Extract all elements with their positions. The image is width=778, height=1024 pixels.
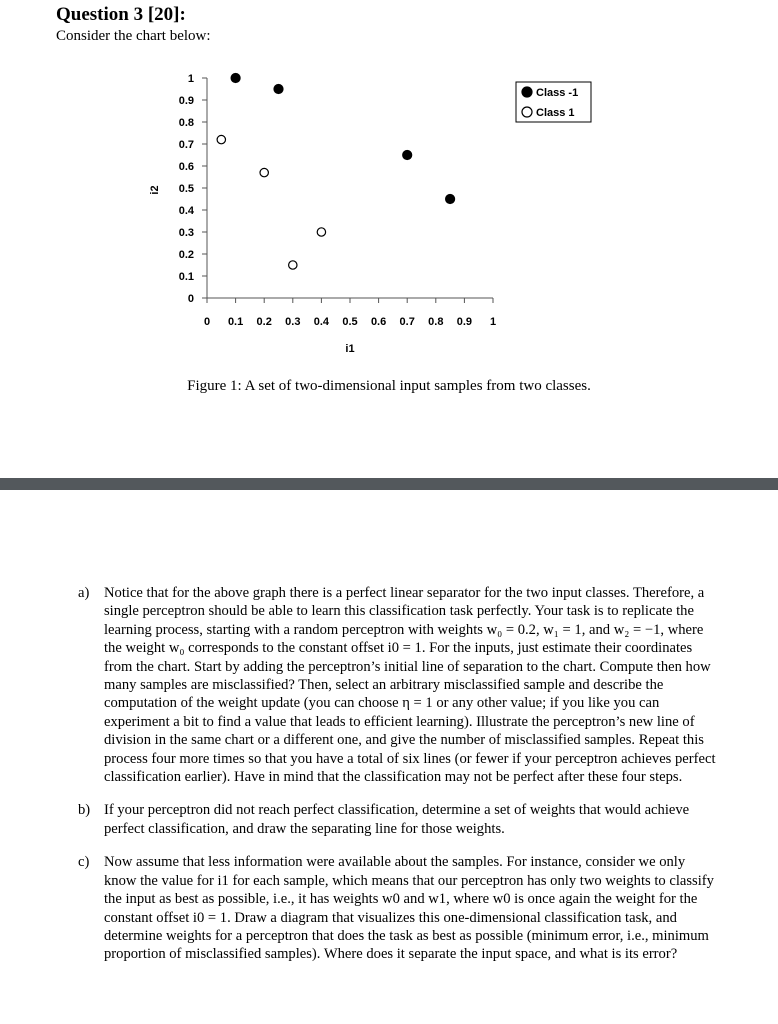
legend-label: Class 1 <box>536 107 575 119</box>
task-text: If your perceptron did not reach perfect classification, determine a set of weights that would achieve perfect classification, and draw the separating line for those weights. <box>104 802 690 837</box>
y-tick-label: 0.7 <box>178 139 194 151</box>
y-tick-label: 0.4 <box>178 205 194 217</box>
x-tick-label: 0.6 <box>370 316 387 328</box>
task-item <box>78 801 718 838</box>
x-tick-label: 1 <box>489 316 497 328</box>
task-list <box>78 584 718 979</box>
x-tick-label: 0.9 <box>456 316 473 328</box>
task-label: c) <box>78 854 90 871</box>
question-title: Question 3 [20]: <box>56 4 186 25</box>
y-tick-label: 0.5 <box>178 183 194 195</box>
x-tick-label: 0.1 <box>227 316 244 328</box>
y-tick-label: 0.2 <box>178 249 194 261</box>
task-text: Now assume that less information were available about the samples. For instance, consider we only know the value for i1 for each sample, which means that our perceptron has only two weights to classify the input as best as possible, i.e., it has weights w0 and w1, where w0 is once again the weight for the constant offset i0 = 1. Draw a diagram that visualizes this one-dimensional classification task, and determine weights for a perceptron that does the task as best as possible (minimum error, i.e., minimum proportion of misclassified samples). Where does it separate the input space, and what is its error? <box>104 854 714 963</box>
task-item <box>78 584 718 786</box>
legend-marker <box>522 107 532 117</box>
point-class-neg1 <box>446 194 455 203</box>
y-tick-label: 0.3 <box>178 227 194 239</box>
point-class-neg1 <box>274 84 283 93</box>
task-label: b) <box>78 802 91 819</box>
x-tick-label: 0.8 <box>428 316 444 328</box>
x-tick-label: 0.7 <box>399 316 415 328</box>
x-tick-label: 0.3 <box>285 316 301 328</box>
point-class-1 <box>289 261 297 269</box>
task-item <box>78 853 718 963</box>
x-tick-label: 0.5 <box>342 316 358 328</box>
scatter-chart <box>0 0 778 400</box>
y-tick-label: 0.1 <box>178 271 194 283</box>
figure-caption: Figure 1: A set of two-dimensional input samples from two classes. <box>187 378 591 394</box>
point-class-1 <box>217 135 225 143</box>
x-tick-label: 0 <box>203 316 211 328</box>
y-axis-label: i2 <box>149 185 161 195</box>
y-tick-label: 0 <box>187 293 194 305</box>
y-axis-ticks <box>179 73 207 305</box>
y-tick-label: 1 <box>187 73 194 85</box>
legend-label: Class -1 <box>536 87 579 99</box>
legend-marker <box>522 87 532 97</box>
y-tick-label: 0.9 <box>178 95 194 107</box>
point-class-1 <box>317 228 325 236</box>
point-class-1 <box>260 168 268 176</box>
point-class-neg1 <box>403 150 412 159</box>
page-divider <box>0 478 778 490</box>
point-class-neg1 <box>231 73 240 82</box>
x-axis-label: i1 <box>345 343 355 355</box>
data-points <box>217 73 455 269</box>
task-label: a) <box>78 585 90 601</box>
y-tick-label: 0.8 <box>178 117 194 129</box>
x-tick-label: 0.4 <box>313 316 330 328</box>
x-axis-ticks <box>204 298 496 328</box>
y-tick-label: 0.6 <box>178 161 194 173</box>
x-tick-label: 0.2 <box>256 316 272 328</box>
chart-legend <box>516 82 591 122</box>
task-text: Notice that for the above graph there is a perfect linear separator for the two input classes. Therefore, a single perceptron should be able to learn this classification task perfectly. Your task is to replicate the learning process, starting with a random perceptron with weights w₀ = 0.2, w₁ = 1, and w₂ = −1, where the weight w₀ corresponds to the constant offset i0 = 1. For the inputs, just estimate their coordinates from the chart. Start by adding the perceptron’s initial line of separation to the chart. Compute then how many samples are misclassified? Then, select an arbitrary misclassified sample and describe the computation of the weight update (you can choose η = 1 or any other value; if you like you can experiment a bit to find a value that leads to efficient learning). Illustrate the perceptron’s new line of division in the same chart or a different one, and give the number of misclassified samples. Repeat this process four more times so that you have a total of six lines (or fewer if your perceptron achieves perfect classification earlier). Have in mind that the classification may not be perfect after these four steps. <box>104 585 716 786</box>
question-intro: Consider the chart below: <box>56 28 211 44</box>
